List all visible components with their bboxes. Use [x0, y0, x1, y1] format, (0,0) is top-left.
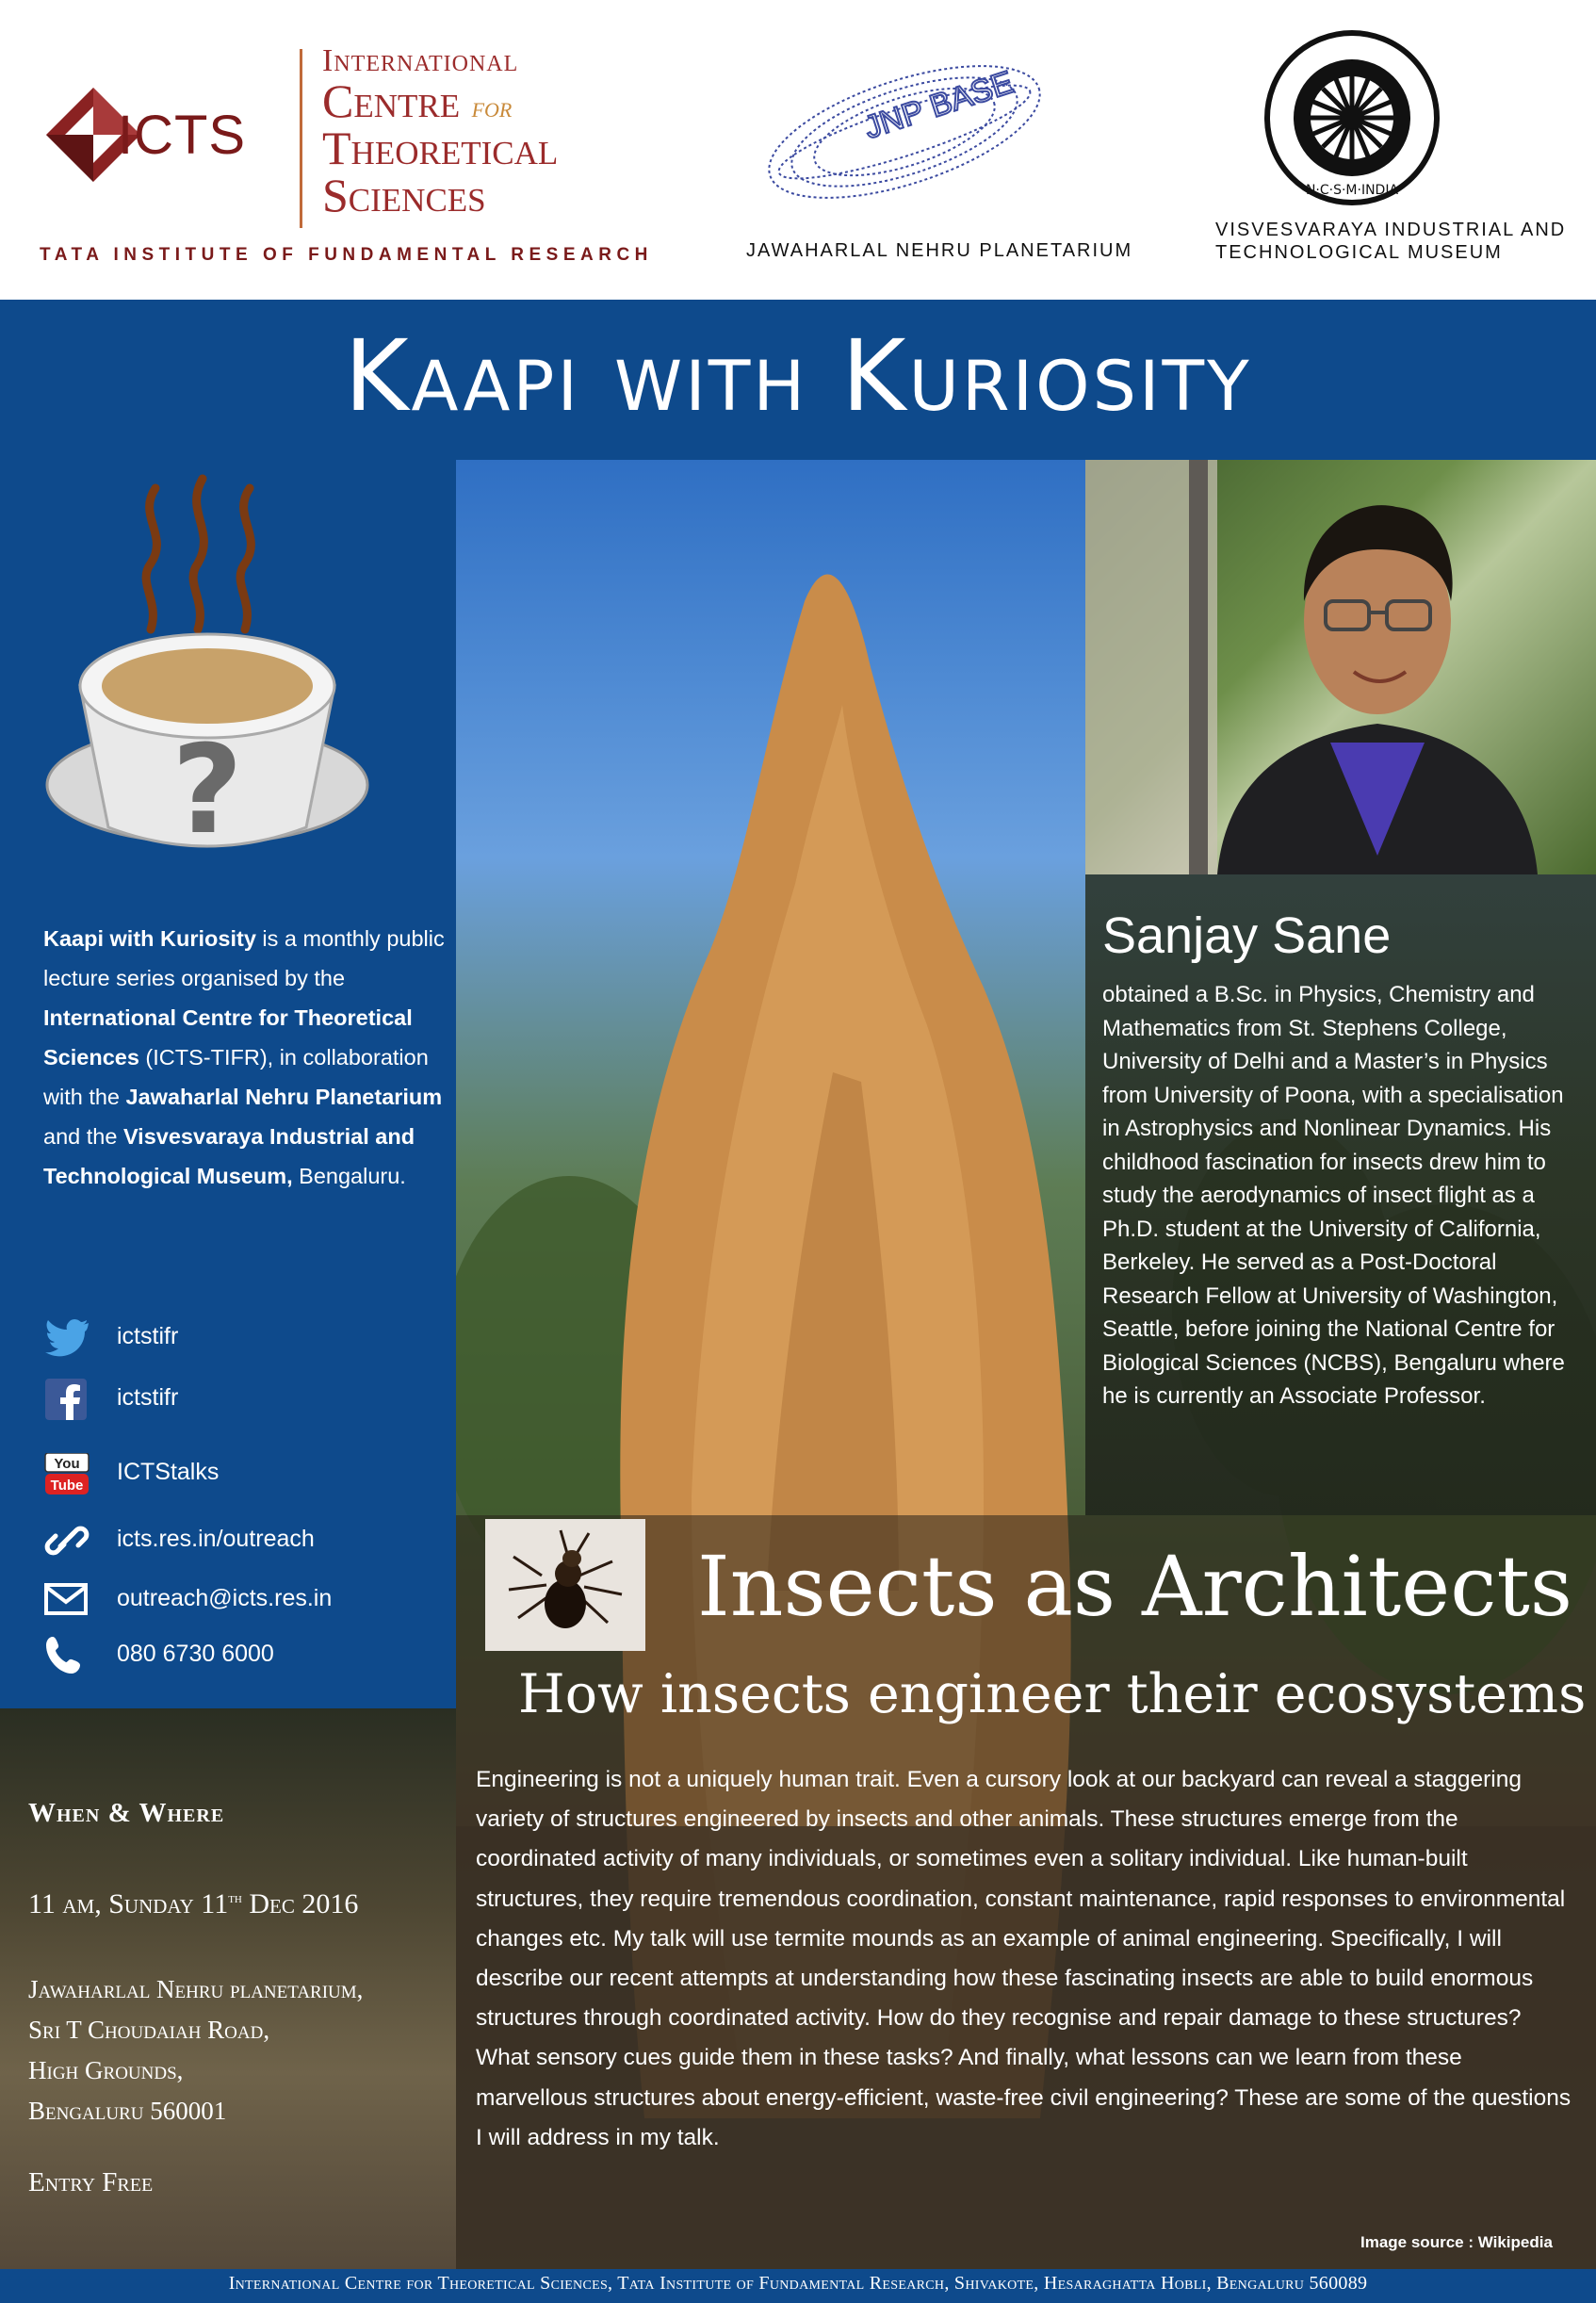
facebook-handle: ictstifr [117, 1384, 179, 1411]
email-address: outreach@icts.res.in [117, 1585, 333, 1611]
phone-number: 080 6730 6000 [117, 1641, 274, 1667]
tifr-line: TATA INSTITUTE OF FUNDAMENTAL RESEARCH [40, 245, 653, 265]
speaker-name: Sanjay Sane [1102, 907, 1392, 964]
image-source: Image source : Wikipedia [1360, 2233, 1553, 2251]
speaker-portrait [1085, 460, 1596, 874]
intro-text-2: (ICTS-TIFR), in collaboration with the [43, 1045, 429, 1109]
youtube-icon [43, 1453, 90, 1494]
facebook-icon [43, 1379, 90, 1420]
jnp-logo-text: JNP BASE [859, 64, 1018, 146]
vitm-logo-text: N·C·S·M·INDIA [1305, 183, 1399, 198]
event-date-main: 11 am, Sunday 11 [28, 1888, 229, 1919]
contact-twitter[interactable] [43, 1317, 439, 1361]
intro-icts: International Centre for Theoretical Sciences [43, 1005, 413, 1070]
svg-text:?: ? [171, 718, 243, 861]
termite-thumbnail [485, 1519, 645, 1651]
icts-name-line1: International [322, 43, 519, 78]
youtube-channel: ICTStalks [117, 1459, 220, 1485]
footer-address: International Centre for Theoretical Sciences, Tata Institute of Fundamental Research, Shivakote, Hesaraghatta Hobli, Bengaluru 560089 [228, 2273, 1368, 2294]
jnp-galaxy-icon [749, 24, 1060, 231]
link-icon [43, 1520, 90, 1561]
entry-info: Entry Free [28, 2167, 154, 2197]
jnp-caption: JAWAHARLAL NEHRU PLANETARIUM [746, 240, 1133, 261]
event-date-rest: Dec 2016 [241, 1888, 359, 1919]
talk-abstract: Engineering is not a uniquely human trait. Even a cursory look at our backyard can reveal a staggering variety of structures engineered by insects and other animals. These structures emerge from the coordinated activity of many individuals, or sometimes even a solitary individual. Like human-built structures, they require tremendous coordination, constant maintenance, rapid responses to environmental changes etc. My talk will use termite mounds as an example of animal engineering. Specifically, I will describe our recent attempts at understanding how these fascinating insects are able to build enormous structures through coordinated activity. How do they recognise and repair damage to these structures? What sensory cues guide them in these tasks? And finally, what lessons can we learn from these marvellous structures about energy-efficient, waste-free civil engineering? These are some of the questions I will address in my talk. [476, 1767, 1572, 2150]
event-date [28, 1888, 358, 1920]
twitter-handle: ictstifr [117, 1323, 179, 1349]
svg-text:Tube: Tube [50, 1478, 84, 1494]
vitm-caption [1215, 219, 1566, 264]
icts-full-name [322, 45, 558, 219]
address-line2: Sri T Choudaiah Road, [28, 2016, 270, 2044]
vitm-caption-line2: TECHNOLOGICAL MUSEUM [1215, 242, 1503, 263]
series-title: Kaapi with Kuriosity [344, 318, 1252, 433]
website-link: icts.res.in/outreach [117, 1526, 315, 1552]
intro-text-4: Bengaluru. [292, 1164, 406, 1188]
contact-youtube[interactable] [43, 1453, 439, 1496]
icts-name-centre: Centre [322, 74, 472, 127]
icts-wordmark: ICTS [118, 105, 247, 166]
phone-icon [43, 1635, 90, 1676]
speaker-photo [1085, 460, 1596, 874]
series-intro [43, 919, 448, 1196]
ncsm-wheel-icon [1262, 28, 1441, 207]
intro-jnp: Jawaharlal Nehru Planetarium [125, 1085, 443, 1109]
vitm-caption-line1: VISVESVARAYA INDUSTRIAL AND [1215, 220, 1567, 240]
icts-name-line2 [322, 74, 558, 127]
jnp-logo [749, 24, 1145, 269]
intro-text-3: and the [43, 1124, 123, 1149]
event-address [28, 1969, 363, 2132]
svg-text:You: You [54, 1456, 80, 1472]
icts-name-for: for [471, 90, 513, 123]
icts-name-line4: Sciences [322, 169, 486, 221]
address-line4: Bengaluru 560001 [28, 2097, 227, 2125]
event-date-sup: th [228, 1890, 242, 1906]
contact-facebook[interactable] [43, 1379, 439, 1422]
when-where-title: When & Where [28, 1798, 225, 1828]
talk-subtitle: How insects engineer their ecosystems [518, 1663, 1587, 1725]
address-line3: High Grounds, [28, 2056, 184, 2084]
talk-title: Insects as Architects [697, 1538, 1573, 1635]
icts-divider [300, 49, 302, 228]
contact-website[interactable] [43, 1520, 439, 1563]
address-line1: Jawaharlal Nehru planetarium, [28, 1975, 364, 2003]
termite-icon [485, 1519, 645, 1651]
icts-name-line3: Theoretical [322, 122, 559, 174]
speaker-bio: obtained a B.Sc. in Physics, Chemistry and Mathematics from St. Stephens College, University of Delhi and a Master’s in Physics from University of Poona, with a specialisation in Astrophysics and Nonlinear Dynamics. His childhood fascination for insects drew him to study the aerodynamics of insect flight as a Ph.D. student at the University of California, Berkeley. He served as a Post-Doctoral Research Fellow at University of Washington, Seattle, before joining the National Centre for Biological Sciences (NCBS), Bengaluru where he is currently an Associate Professor. [1102, 982, 1565, 1409]
contact-email[interactable] [43, 1579, 439, 1623]
twitter-icon [43, 1317, 90, 1359]
contact-phone[interactable] [43, 1635, 439, 1678]
intro-text-1: is a monthly public lecture series organised by the [43, 926, 445, 990]
coffee-cup-icon [28, 460, 386, 884]
intro-series-name: Kaapi with Kuriosity [43, 926, 256, 951]
mail-icon [43, 1579, 90, 1621]
intro-vitm: Visvesvaraya Industrial and Technological Museum, [43, 1124, 415, 1188]
